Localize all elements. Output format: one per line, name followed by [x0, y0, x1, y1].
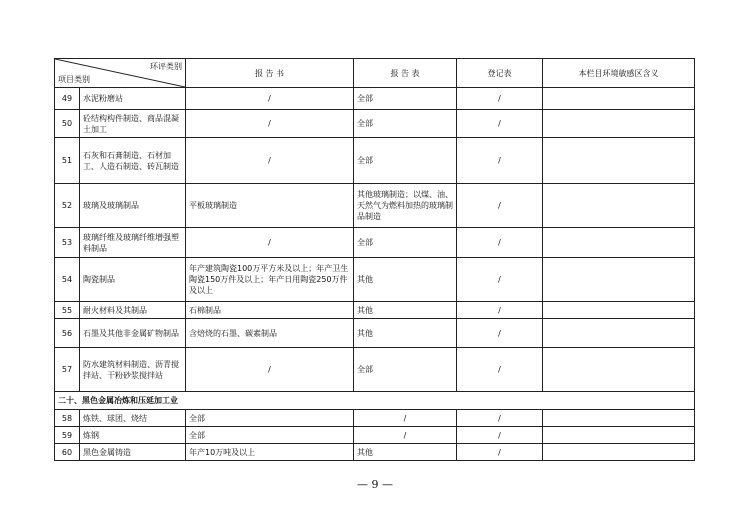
report-table-cell: 全部 [354, 110, 457, 138]
table-row [55, 348, 695, 392]
project-name: 陶瓷制品 [80, 258, 186, 302]
register-cell: / [457, 319, 543, 348]
classification-table [54, 58, 695, 461]
report-table-cell: 其他 [354, 258, 457, 302]
row-number: 50 [55, 110, 80, 138]
report-table-cell: 其他 [354, 319, 457, 348]
row-number: 54 [55, 258, 80, 302]
report-book-cell: 年产建筑陶瓷100万平方米及以上；年产卫生陶瓷150万件及以上；年产日用陶瓷250万件及以上 [186, 258, 354, 302]
register-cell: / [457, 427, 543, 444]
row-number: 58 [55, 410, 80, 427]
report-table-cell: 其他玻璃制造；以煤、油、天然气为燃料加热的玻璃制品制造 [354, 184, 457, 228]
project-name: 石灰和石膏制造、石材加工、人造石制造、砖瓦制造 [80, 138, 186, 184]
row-number: 60 [55, 444, 80, 461]
project-name: 玻璃纤维及玻璃纤维增强塑料制品 [80, 228, 186, 258]
project-name: 玻璃及玻璃制品 [80, 184, 186, 228]
report-book-cell: / [186, 110, 354, 138]
report-table-cell: 其他 [354, 302, 457, 319]
row-number: 51 [55, 138, 80, 184]
col-header-register: 登记表 [457, 59, 543, 88]
sensitive-cell [543, 427, 695, 444]
table-row [55, 258, 695, 302]
diagonal-header-cell [55, 59, 186, 88]
sensitive-cell [543, 228, 695, 258]
report-book-cell: 含焙烧的石墨、碳素制品 [186, 319, 354, 348]
sensitive-cell [543, 138, 695, 184]
row-number: 55 [55, 302, 80, 319]
report-book-cell: 年产10万吨及以上 [186, 444, 354, 461]
report-book-cell: 全部 [186, 427, 354, 444]
eia-category-label: 环评类别 [150, 62, 182, 71]
register-cell: / [457, 228, 543, 258]
table-row [55, 228, 695, 258]
register-cell: / [457, 138, 543, 184]
project-category-label: 项目类别 [58, 75, 90, 84]
section-title: 二十、黑色金属冶炼和压延加工业 [55, 392, 695, 410]
table-row [55, 88, 695, 110]
col-header-report-book: 报 告 书 [186, 59, 354, 88]
report-book-cell: / [186, 228, 354, 258]
sensitive-cell [543, 302, 695, 319]
report-book-cell: / [186, 88, 354, 110]
sensitive-cell [543, 319, 695, 348]
sensitive-cell [543, 258, 695, 302]
row-number: 56 [55, 319, 80, 348]
report-table-cell: / [354, 410, 457, 427]
register-cell: / [457, 258, 543, 302]
page-number: — 9 — [357, 478, 393, 491]
register-cell: / [457, 444, 543, 461]
register-cell: / [457, 410, 543, 427]
report-table-cell: 全部 [354, 88, 457, 110]
report-book-cell: 全部 [186, 410, 354, 427]
report-table-cell: 全部 [354, 228, 457, 258]
row-number: 53 [55, 228, 80, 258]
report-book-cell: / [186, 348, 354, 392]
table-row [55, 302, 695, 319]
table-row [55, 410, 695, 427]
row-number: 52 [55, 184, 80, 228]
report-table-cell: 全部 [354, 348, 457, 392]
table-row [55, 319, 695, 348]
register-cell: / [457, 88, 543, 110]
table-row [55, 110, 695, 138]
section-row [55, 392, 695, 410]
project-name: 石墨及其他非金属矿物制品 [80, 319, 186, 348]
sensitive-cell [543, 184, 695, 228]
register-cell: / [457, 110, 543, 138]
sensitive-cell [543, 410, 695, 427]
project-name: 水泥粉磨站 [80, 88, 186, 110]
col-header-sensitive: 本栏目环境敏感区含义 [543, 59, 695, 88]
sensitive-cell [543, 110, 695, 138]
register-cell: / [457, 184, 543, 228]
register-cell: / [457, 348, 543, 392]
report-book-cell: 石棉制品 [186, 302, 354, 319]
project-name: 炼铁、球团、烧结 [80, 410, 186, 427]
report-table-cell: 其他 [354, 444, 457, 461]
sensitive-cell [543, 348, 695, 392]
report-book-cell: / [186, 138, 354, 184]
project-name: 耐火材料及其制品 [80, 302, 186, 319]
table-row [55, 138, 695, 184]
table-row [55, 427, 695, 444]
project-name: 黑色金属铸造 [80, 444, 186, 461]
sensitive-cell [543, 444, 695, 461]
row-number: 59 [55, 427, 80, 444]
table-row [55, 184, 695, 228]
register-cell: / [457, 302, 543, 319]
col-header-report-table: 报 告 表 [354, 59, 457, 88]
project-name: 砼结构构件制造、商品混凝土加工 [80, 110, 186, 138]
row-number: 57 [55, 348, 80, 392]
report-table-cell: / [354, 427, 457, 444]
report-table-cell: 全部 [354, 138, 457, 184]
header-row [55, 59, 695, 88]
table-row [55, 444, 695, 461]
project-name: 炼钢 [80, 427, 186, 444]
report-book-cell: 平板玻璃制造 [186, 184, 354, 228]
row-number: 49 [55, 88, 80, 110]
sensitive-cell [543, 88, 695, 110]
project-name: 防水建筑材料制造、沥青搅拌站、干粉砂浆搅拌站 [80, 348, 186, 392]
